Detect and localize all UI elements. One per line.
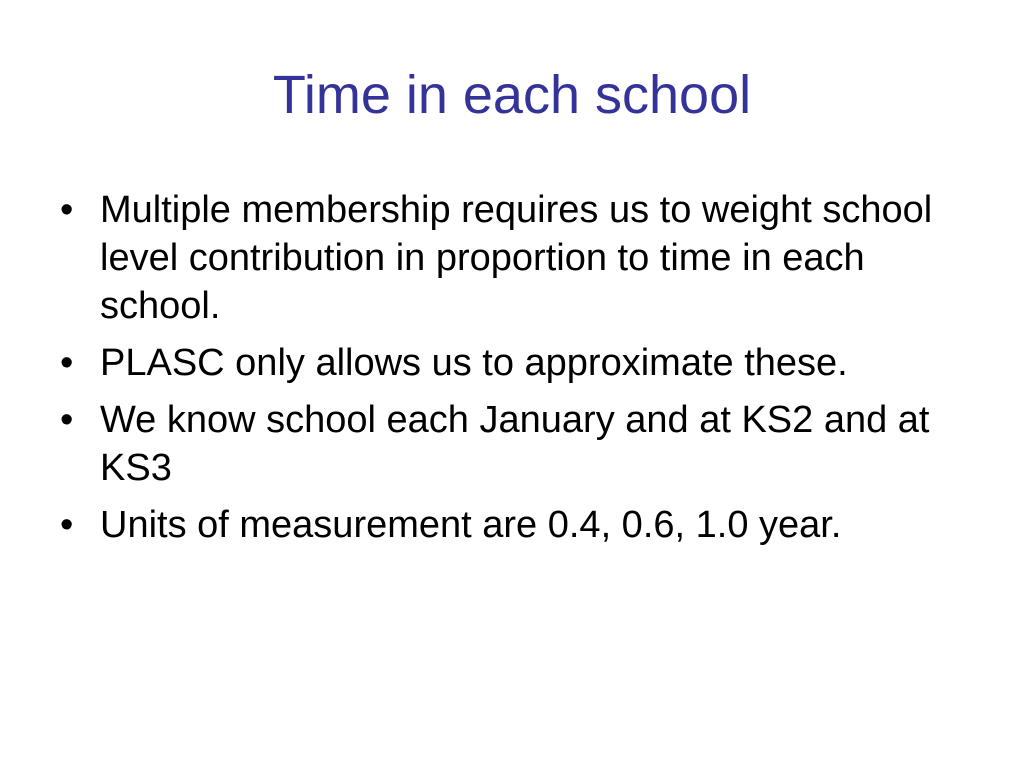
bullet-text: Units of measurement are 0.4, 0.6, 1.0 year. <box>100 504 842 546</box>
bullet-marker: • <box>60 342 74 384</box>
bullet-marker: • <box>60 399 74 441</box>
bullet-text: PLASC only allows us to approximate these. <box>100 342 848 384</box>
bullet-item <box>60 396 960 492</box>
bullet-item <box>60 501 960 549</box>
bullet-text: We know school each January and at KS2 and at KS3 <box>100 399 930 489</box>
bullet-list <box>60 186 960 558</box>
bullet-item <box>60 339 960 387</box>
bullet-item <box>60 186 960 330</box>
bullet-marker: • <box>60 189 74 231</box>
bullet-text: Multiple membership requires us to weight school level contribution in proportion to time in each school. <box>100 189 933 327</box>
bullet-marker: • <box>60 504 74 546</box>
slide-title: Time in each school <box>272 65 752 125</box>
